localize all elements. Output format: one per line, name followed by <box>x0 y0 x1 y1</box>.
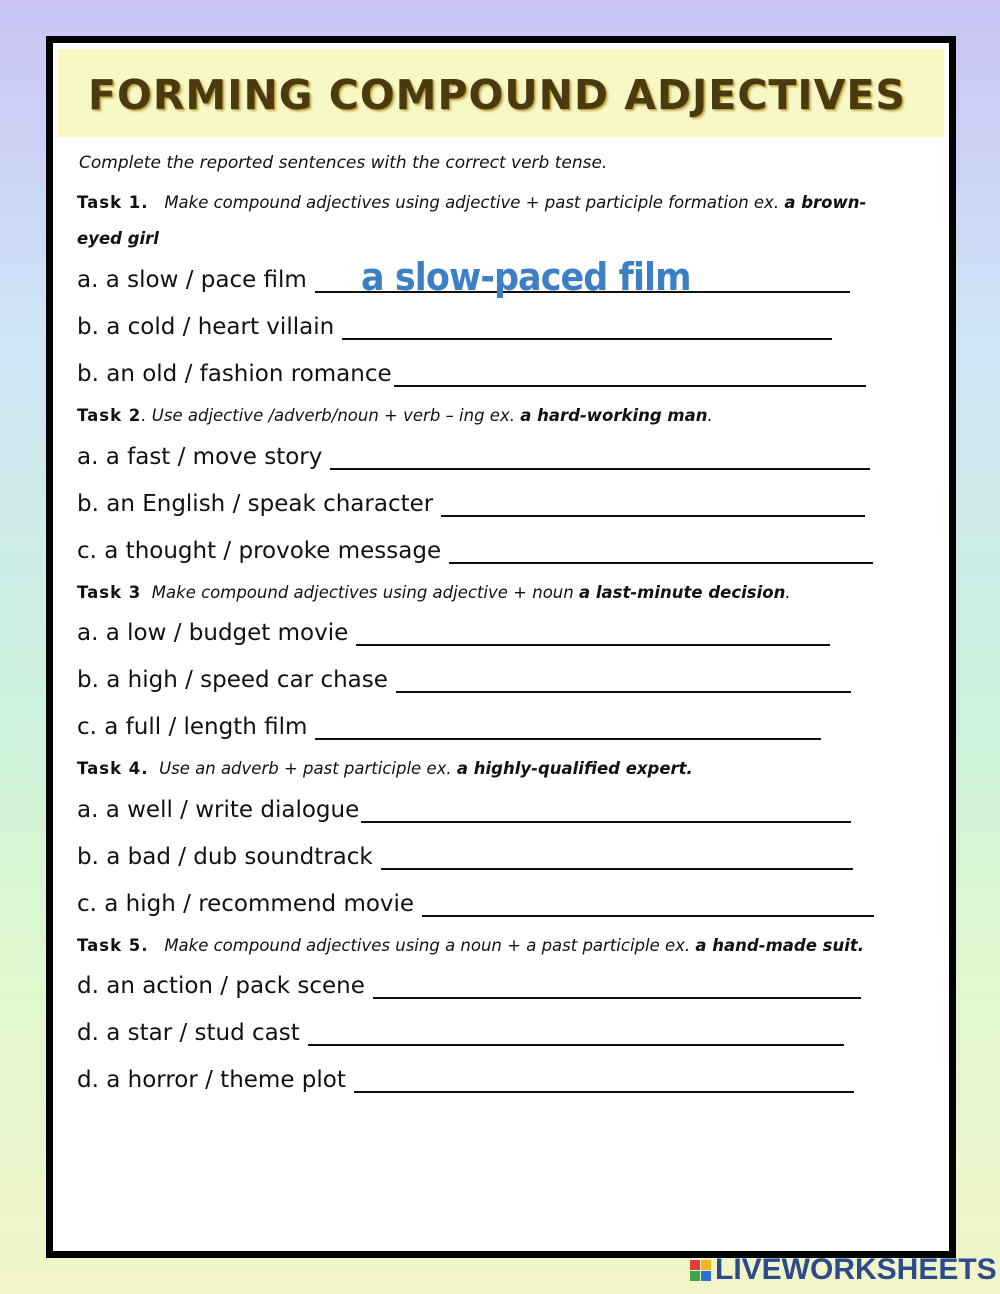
item-prompt: d. a horror / theme plot <box>77 1067 346 1093</box>
task-1-header: Task 1. Make compound adjectives using adjective + past participle formation ex. a brown-eyed girl <box>77 193 867 248</box>
task-2-item-c <box>77 534 873 564</box>
answer-field[interactable] <box>315 716 821 740</box>
item-prompt: b. a high / speed car chase <box>77 667 388 693</box>
logo-text: LIVEWORKSHEETS <box>715 1253 997 1286</box>
item-prompt: b. an English / speak character <box>77 491 434 517</box>
page-title: FORMING COMPOUND ADJECTIVES <box>88 71 906 119</box>
task-3-item-a <box>77 616 830 646</box>
item-prompt: b. a cold / heart villain <box>77 314 335 340</box>
answer-field[interactable] <box>441 493 865 517</box>
answer-field[interactable] <box>356 622 830 646</box>
task-1-item-a <box>77 255 850 299</box>
task-3-item-b <box>77 663 851 693</box>
task-1-item-c <box>77 357 866 387</box>
answer-field[interactable] <box>373 975 861 999</box>
answer-field[interactable] <box>354 1069 854 1093</box>
task-2-header: Task 2. Use adjective /adverb/noun + verb – ing ex. a hard-working man. <box>77 406 713 425</box>
item-prompt: a. a well / write dialogue <box>77 797 360 823</box>
item-prompt: c. a full / length film <box>77 714 308 740</box>
task-5-item-d3 <box>77 1063 854 1093</box>
logo-block-yellow <box>701 1260 711 1270</box>
answer-field[interactable] <box>330 446 870 470</box>
item-prompt: a. a fast / move story <box>77 444 323 470</box>
liveworksheets-logo[interactable] <box>690 1254 997 1286</box>
answer-field[interactable] <box>308 1022 844 1046</box>
answer-field[interactable] <box>394 363 866 387</box>
item-prompt: d. a star / stud cast <box>77 1020 300 1046</box>
task-2-item-b <box>77 487 865 517</box>
task-1-item-b <box>77 310 832 340</box>
task-2-item-a <box>77 440 870 470</box>
task-5-item-d1 <box>77 969 861 999</box>
task-4-header: Task 4. Use an adverb + past participle ex. a highly-qualified expert. <box>77 759 693 778</box>
liveworksheets-blocks-icon <box>690 1260 711 1281</box>
task-4-item-a <box>77 793 851 823</box>
logo-block-green <box>690 1271 700 1281</box>
item-prompt: a. a slow / pace film <box>77 267 307 293</box>
task-3-item-c <box>77 710 821 740</box>
title-banner <box>58 49 944 137</box>
item-prompt: b. a bad / dub soundtrack <box>77 844 373 870</box>
item-prompt: d. an action / pack scene <box>77 973 365 999</box>
task-4-item-b <box>77 840 853 870</box>
task-5-item-d2 <box>77 1016 844 1046</box>
logo-block-red <box>690 1260 700 1270</box>
answer-field[interactable] <box>315 255 850 299</box>
task-3-header: Task 3 Make compound adjectives using adjective + noun a last-minute decision. <box>77 583 791 602</box>
task-5-header: Task 5. Make compound adjectives using a noun + a past participle ex. a hand-made suit. <box>77 936 865 955</box>
answer-field[interactable] <box>396 669 851 693</box>
answer-field[interactable] <box>449 540 873 564</box>
answer-field[interactable] <box>422 893 874 917</box>
item-prompt: c. a thought / provoke message <box>77 538 442 564</box>
handwritten-answer: a slow-paced film <box>360 255 691 299</box>
item-prompt: a. a low / budget movie <box>77 620 349 646</box>
task-4-item-c <box>77 887 874 917</box>
item-prompt: b. an old / fashion romance <box>77 361 392 387</box>
item-prompt: c. a high / recommend movie <box>77 891 415 917</box>
answer-field[interactable] <box>381 846 853 870</box>
answer-field[interactable] <box>361 799 851 823</box>
answer-field[interactable] <box>342 316 832 340</box>
logo-block-blue <box>701 1271 711 1281</box>
worksheet-frame <box>46 36 956 1258</box>
instructions: Complete the reported sentences with the correct verb tense. <box>79 153 608 173</box>
